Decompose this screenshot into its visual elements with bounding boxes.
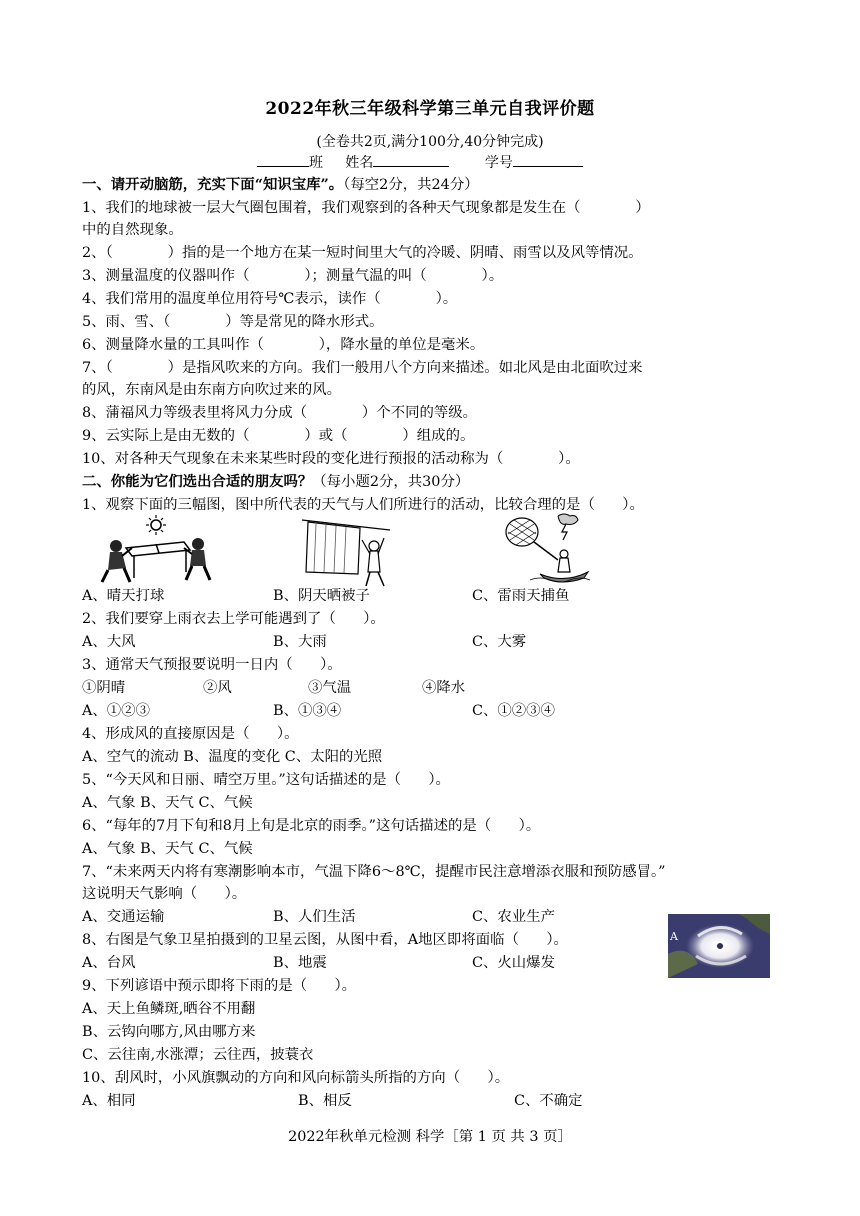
s1-line-10: 8、蒲福风力等级表里将风力分成（ ）个不同的等级。: [82, 405, 478, 421]
q7-text-line1: 7、“未来两天内将有寒潮影响本市，气温下降6～8℃，提醒市民注意增添衣服和预防感冒。”: [82, 864, 666, 880]
q1-text: 1、观察下面的三幅图，图中所代表的天气与人们所进行的活动，比较合理的是（ ）。: [82, 497, 644, 513]
q6-options: A、气象 B、天气 C、气候: [82, 841, 253, 857]
page-title: 2022年秋三年级科学第三单元自我评价题: [265, 99, 595, 119]
s1-line-2: 中的自然现象。: [82, 222, 183, 238]
section1-heading-text: 一、请开动脑筋，充实下面“知识宝库”。: [82, 176, 344, 193]
s1-line-7: 6、测量降水量的工具叫作（ ），降水量的单位是毫米。: [82, 337, 485, 353]
id-blank: [513, 152, 583, 167]
q2-option-b: B、大雨: [273, 634, 327, 650]
q5-options: A、气象 B、天气 C、气候: [82, 795, 253, 811]
fishing-thunderstorm-image: [500, 512, 592, 586]
s1-line-6: 5、雨、雪、（ ）等是常见的降水形式。: [82, 314, 384, 330]
q8-option-a: A、台风: [82, 955, 136, 971]
q5-text: 5、“今天风和日丽、晴空万里。”这句话描述的是（ ）。: [82, 772, 450, 788]
id-label: 学号: [484, 155, 513, 171]
satellite-image-label: A: [670, 930, 678, 943]
q7-option-a: A、交通运输: [82, 909, 165, 925]
q7-text-line2: 这说明天气影响（ ）。: [82, 886, 247, 902]
q3-option-c: C、①②③④: [472, 703, 555, 719]
q8-text: 8、右图是气象卫星拍摄到的卫星云图，从图中看，A地区即将面临（ ）。: [82, 932, 568, 948]
ping-pong-sunny-image: [100, 514, 212, 586]
q4-options: A、空气的流动 B、温度的变化 C、太阳的光照: [82, 749, 383, 765]
q7-option-b: B、人们生活: [273, 909, 356, 925]
s1-line-8: 7、（ ）是指风吹来的方向。我们一般用八个方向来描述。如北风是由北面吹过来: [82, 360, 643, 376]
q9-option-a: A、天上鱼鳞斑,晒谷不用翻: [82, 1001, 256, 1017]
page-footer: 2022年秋单元检测 科学［第 1 页 共 3 页］: [288, 1129, 572, 1145]
section2-heading: [82, 471, 469, 493]
q3-text: 3、通常天气预报要说明一日内（ ）。: [82, 657, 342, 673]
q9-option-b: B、云钩向哪方,风由哪方来: [82, 1024, 256, 1040]
q2-option-c: C、大雾: [472, 634, 527, 650]
q2-option-a: A、大风: [82, 634, 136, 650]
q3-item-3: ③气温: [308, 680, 352, 696]
s1-line-5: 4、我们常用的温度单位用符号℃表示，读作（ ）。: [82, 291, 458, 307]
q10-option-c: C、不确定: [514, 1093, 583, 1109]
section1-score: （每空2分，共24分）: [343, 177, 479, 193]
q9-option-c: C、云往南,水涨潭；云往西，披蓑衣: [82, 1047, 314, 1063]
q3-option-a: A、①②③: [82, 703, 150, 719]
q6-text: 6、“每年的7月下旬和8月上旬是北京的雨季。”这句话描述的是（ ）。: [82, 818, 541, 834]
q1-option-b: B、阴天晒被子: [273, 588, 370, 604]
s1-line-4: 3、测量温度的仪器叫作（ ）；测量气温的叫（ ）。: [82, 268, 504, 284]
class-blank: [257, 152, 309, 167]
q2-text: 2、我们要穿上雨衣去上学可能遇到了（ ）。: [82, 611, 385, 627]
q10-option-a: A、相同: [82, 1093, 136, 1109]
q10-option-b: B、相反: [298, 1093, 352, 1109]
satellite-cloud-image: [668, 914, 770, 978]
section1-heading: [82, 174, 479, 196]
q8-option-c: C、火山爆发: [472, 955, 555, 971]
section2-heading-text: 二、你能为它们选出合适的朋友吗？: [82, 473, 313, 490]
s1-line-12: 10、对各种天气现象在未来某些时段的变化进行预报的活动称为（ ）。: [82, 451, 580, 467]
q4-text: 4、形成风的直接原因是（ ）。: [82, 726, 299, 742]
name-label: 姓名: [345, 155, 374, 171]
q3-item-4: ④降水: [422, 680, 466, 696]
drying-quilt-cloudy-image: [300, 516, 392, 588]
name-blank: [373, 152, 449, 167]
q3-item-2: ②风: [203, 680, 232, 696]
q3-item-1: ①阴晴: [82, 680, 126, 696]
page-subtitle: (全卷共2页,满分100分,40分钟完成): [316, 134, 544, 150]
q1-option-c: C、雷雨天捕鱼: [472, 588, 570, 604]
q3-option-b: B、①③④: [273, 703, 342, 719]
s1-line-9: 的风，东南风是由东南方向吹过来的风。: [82, 382, 342, 398]
s1-line-3: 2、（ ）指的是一个地方在某一短时间里大气的冷暖、阴晴、雨雪以及风等情况。: [82, 245, 643, 261]
s1-line-11: 9、云实际上是由无数的（ ）或（ ）组成的。: [82, 428, 475, 444]
student-info-line: [257, 152, 583, 172]
q1-option-a: A、晴天打球: [82, 588, 165, 604]
q10-text: 10、刮风时，小风旗飘动的方向和风向标箭头所指的方向（ ）。: [82, 1070, 510, 1086]
q7-option-c: C、农业生产: [472, 909, 555, 925]
class-label: 班: [309, 155, 323, 171]
q8-option-b: B、地震: [273, 955, 327, 971]
q9-text: 9、下列谚语中预示即将下雨的是（ ）。: [82, 978, 357, 994]
section2-score: （每小题2分，共30分）: [312, 474, 470, 490]
s1-line-1: 1、我们的地球被一层大气圈包围着，我们观察到的各种天气现象都是发生在（ ）: [82, 200, 650, 216]
